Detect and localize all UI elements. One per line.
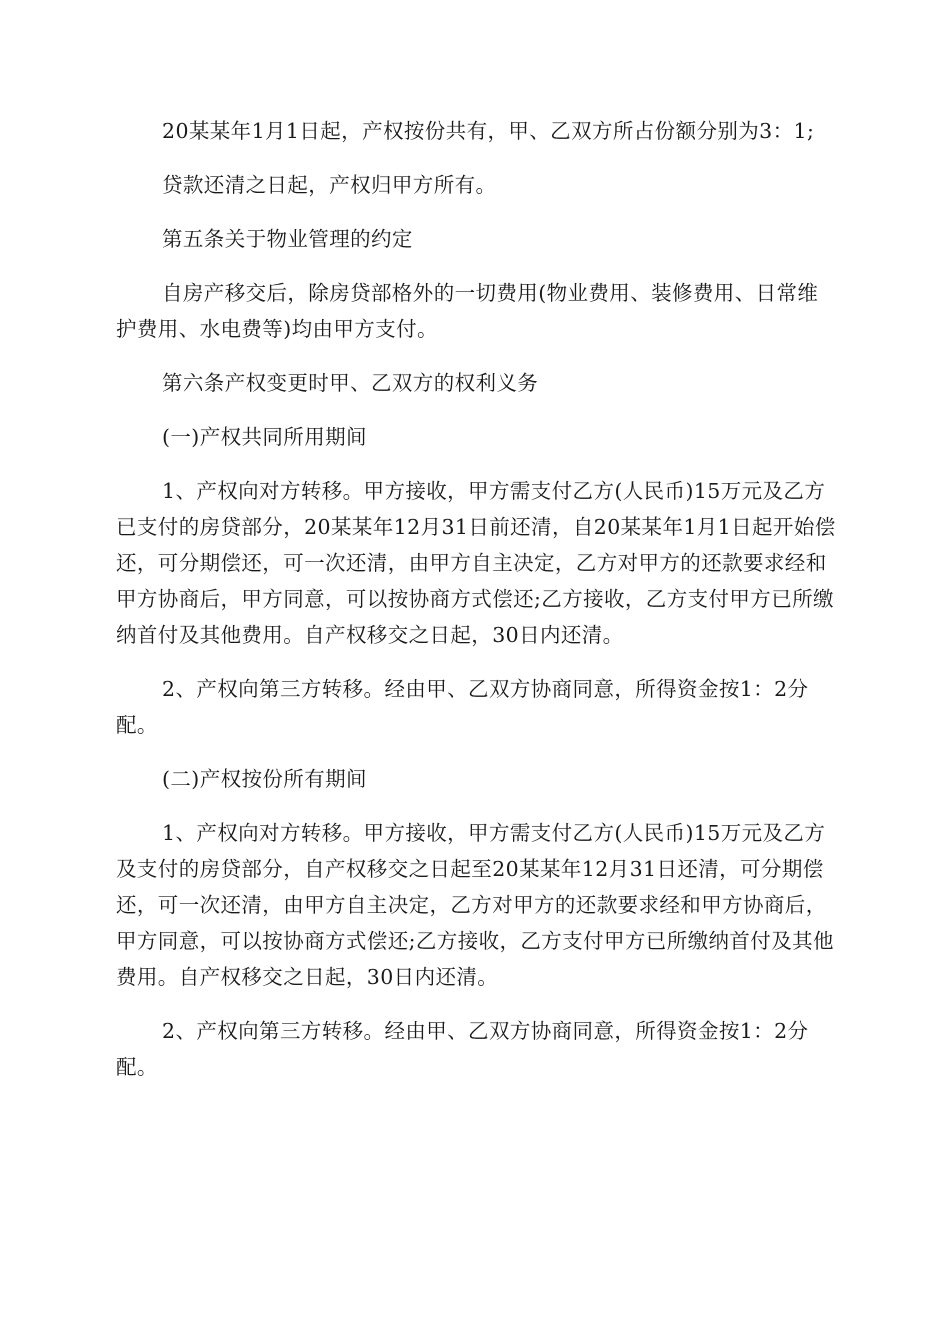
section-joint-ownership-heading: (一)产权共同所用期间	[162, 425, 367, 449]
paragraph-share-ratio: 20某某年1月1日起，产权按份共有，甲、乙双方所占份额分别为3：1;	[162, 119, 815, 143]
paragraph-share-transfer-to-third-party: 2、产权向第三方转移。经由甲、乙双方协商同意，所得资金按1：2分配。	[116, 1019, 809, 1079]
paragraph-loan-cleared: 贷款还清之日起，产权归甲方所有。	[162, 173, 497, 197]
paragraph-joint-transfer-to-party: 1、产权向对方转移。甲方接收，甲方需支付乙方(人民币)15万元及乙方已支付的房贷部分，20某某年12月31日前还清，自20某某年1月1日起开始偿还，可分期偿还，可一次还清，由甲方自主决定，乙方对甲方的还款要求经和甲方协商后，甲方同意，可以按协商方式偿还;乙方接收，乙方支付甲方已所缴纳首付及其他费用。自产权移交之日起，30日内还清。	[116, 479, 836, 647]
paragraph-share-transfer-to-party: 1、产权向对方转移。甲方接收，甲方需支付乙方(人民币)15万元及乙方及支付的房贷部分，自产权移交之日起至20某某年12月31日还清，可分期偿还，可一次还清，由甲方自主决定，乙方对甲方的还款要求经和甲方协商后，甲方同意，可以按协商方式偿还;乙方接收，乙方支付甲方已所缴纳首付及其他费用。自产权移交之日起，30日内还清。	[116, 821, 834, 989]
article-6-heading: 第六条产权变更时甲、乙双方的权利义务	[162, 371, 539, 395]
document-body	[116, 113, 836, 1103]
article-5-heading: 第五条关于物业管理的约定	[162, 227, 413, 251]
section-share-ownership-heading: (二)产权按份所有期间	[162, 767, 367, 791]
paragraph-property-fees: 自房产移交后，除房贷部格外的一切费用(物业费用、装修费用、日常维护费用、水电费等)均由甲方支付。	[116, 281, 819, 341]
paragraph-joint-transfer-to-third-party: 2、产权向第三方转移。经由甲、乙双方协商同意，所得资金按1：2分配。	[116, 677, 809, 737]
